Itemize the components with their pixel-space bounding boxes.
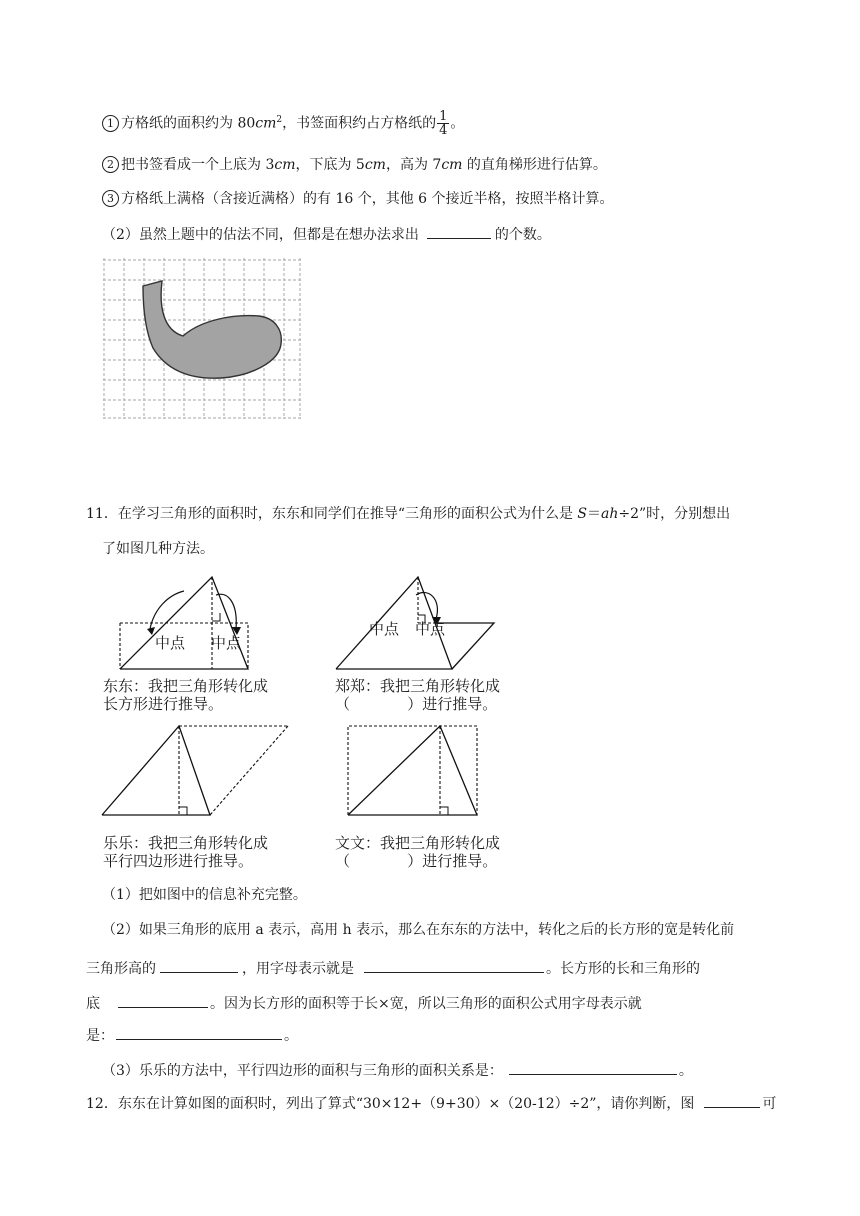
- question-12-stem: 12．东东在计算如图的面积时，列出了算式“30×12+（9+30）×（20-12）÷2”，请你判断，图 可: [86, 1092, 776, 1114]
- option-number: 2: [102, 156, 119, 173]
- midpoint-label: 中点: [155, 634, 186, 652]
- caption-wenwen-line-1: 文文：我把三角形转化成: [335, 834, 501, 852]
- midpoint-label: 中点: [211, 634, 242, 652]
- question-11-stem-line-1: 11．在学习三角形的面积时，东东和同学们在推导“三角形的面积公式为什么是 S＝ah÷2”时，分别想出: [86, 506, 731, 522]
- fraction: $\frac{1}{4}$: [439, 109, 448, 139]
- sub-question-1: （1）把如图中的信息补充完整。: [102, 887, 307, 903]
- option-2: 2 把书签看成一个上底为 3cm，下底为 5cm，高为 7cm 的直角梯形进行估算。: [102, 155, 607, 175]
- sub-question-2-line-4: 是： 。: [86, 1024, 298, 1046]
- option-number: 3: [102, 190, 119, 207]
- sub-question-3: （3）乐乐的方法中，平行四边形的面积与三角形的面积关系是： 。: [102, 1059, 693, 1081]
- caption-dongdong-line-2: 长方形进行推导。: [103, 695, 224, 713]
- caption-wenwen-line-2: （ ）进行推导。: [335, 852, 498, 870]
- answer-blank[interactable]: [160, 957, 238, 973]
- caption-lele-line-2: 平行四边形进行推导。: [103, 852, 254, 870]
- wenwen-figure: [346, 722, 480, 818]
- option-3: 3 方格纸上满格（含接近满格）的有 16 个，其他 6 个接近半格，按照半格计算。: [102, 189, 614, 209]
- answer-blank[interactable]: [509, 1059, 677, 1075]
- answer-blank[interactable]: [427, 223, 491, 239]
- caption-lele-line-1: 乐乐：我把三角形转化成: [103, 834, 269, 852]
- sub-question-2-line-3: 底 。因为长方形的面积等于长×宽，所以三角形的面积公式用字母表示就: [86, 992, 642, 1014]
- lele-figure: [100, 722, 292, 818]
- sub-question-2-line-2: 三角形高的 ，用字母表示就是 。长方形的长和三角形的: [86, 957, 700, 979]
- midpoint-label: 中点: [369, 620, 400, 638]
- sub-question-2-line-1: （2）如果三角形的底用 a 表示，高用 h 表示，那么在东东的方法中，转化之后的长方形的宽是转化前: [102, 922, 735, 938]
- caption-zhengzheng-line-1: 郑郑：我把三角形转化成: [335, 677, 501, 695]
- dongdong-figure: [118, 573, 258, 673]
- option-1: 1 方格纸的面积约为 $80cm^2$，书签面积约占方格纸的 $\frac{1}{4}$ 。: [102, 110, 464, 137]
- answer-blank[interactable]: [364, 957, 544, 973]
- answer-blank[interactable]: [116, 1024, 282, 1040]
- option-number: 1: [102, 115, 119, 132]
- question-11-stem-line-2: 了如图几种方法。: [102, 541, 214, 557]
- answer-blank[interactable]: [704, 1092, 760, 1108]
- caption-dongdong-line-1: 东东：我把三角形转化成: [103, 677, 269, 695]
- midpoint-label: 中点: [415, 620, 446, 638]
- answer-blank[interactable]: [118, 992, 208, 1008]
- caption-zhengzheng-line-2: （ ）进行推导。: [335, 695, 498, 713]
- grid-bookmark-figure: [103, 258, 303, 420]
- question-10-part-2: （2）虽然上题中的估法不同，但都是在想办法求出 的个数。: [102, 223, 551, 245]
